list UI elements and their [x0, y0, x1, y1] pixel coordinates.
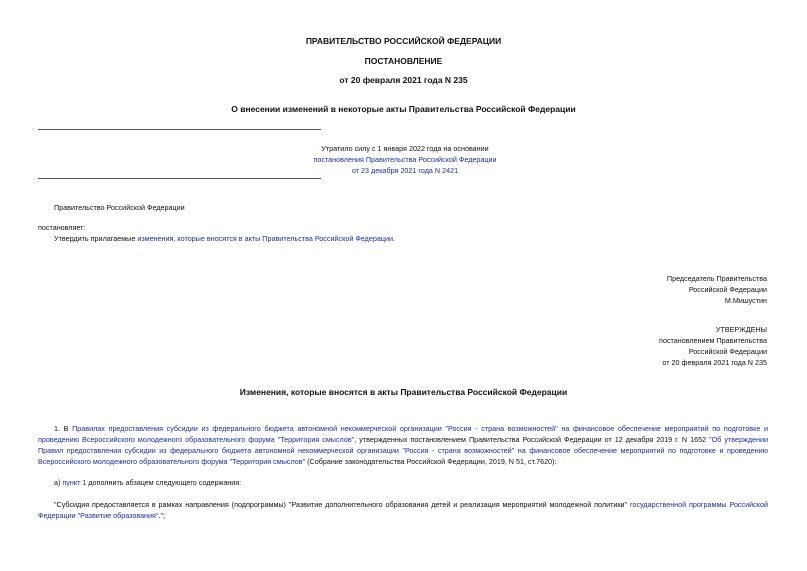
government-heading: ПРАВИТЕЛЬСТВО РОССИЙСКОЙ ФЕДЕРАЦИИ	[305, 36, 502, 46]
document-title: О внесении изменений в некоторые акты Правительства Российской Федерации	[231, 104, 576, 114]
status-notice	[300, 143, 510, 176]
divider-bottom	[38, 178, 321, 179]
signature-position-1: Председатель Правительства	[666, 274, 767, 283]
changes-link[interactable]: изменения, которые вносятся в акты Правительства Российской Федерации	[137, 234, 393, 243]
quoted-paragraph	[38, 499, 768, 521]
signature-block	[667, 273, 767, 306]
signature-name: М.Мишустин	[724, 296, 767, 305]
state-program-link[interactable]: государственной программы Российской Федерации "Развитие образования"	[38, 500, 768, 520]
approved-by-2: Российской Федерации	[688, 347, 767, 356]
quoted-text: "Субсидия предоставляется в рамках направления (подпрограммы) "Развитие дополнительного образования детей и реализация мероприятий молодежной политики"	[54, 500, 630, 509]
subpoint-a-suffix: дополнить абзацем следующего содержания:	[86, 478, 242, 487]
doc-type-heading: ПОСТАНОВЛЕНИЕ	[364, 56, 443, 66]
approve-prefix: Утвердить прилагаемые	[54, 234, 138, 243]
subpoint-a	[54, 477, 241, 488]
status-link-decree[interactable]: постановления Правительства Российской Федерации	[313, 155, 497, 164]
point-1-link[interactable]: пункт 1	[62, 478, 87, 487]
paragraph-1	[38, 423, 768, 467]
status-link-date[interactable]: от 23 декабря 2021 года N 2421	[351, 166, 459, 175]
approved-label: УТВЕРЖДЕНЫ	[715, 325, 767, 334]
signature-position-2: Российской Федерации	[688, 285, 767, 294]
changes-title: Изменения, которые вносятся в акты Правительства Российской Федерации	[239, 387, 568, 397]
decree-1652-link[interactable]: "Об утверждении Правил предоставления субсидии из федерального бюджета автономной некоммерческой организации "Россия - страна возможностей" на финансовое обеспечение мероприятий по подготовке и проведению Всероссийского молодежного образовательного форума "Территория смыслов"	[38, 435, 769, 466]
doc-date-number: от 20 февраля 2021 года N 235	[339, 75, 468, 85]
paragraph-1-mid: , утвержденных постановлением Правительства Российской Федерации от 12 декабря 2019 г. N 1652	[354, 435, 710, 444]
divider-top	[38, 129, 321, 130]
approved-date: от 20 февраля 2021 года N 235	[662, 358, 767, 367]
rules-link[interactable]: Правилах предоставления субсидии из федерального бюджета автономной некоммерческой организации "Россия - страна возможностей" на финансовое обеспечение мероприятий по подготовке и проведению Всероссийского молодежного образовательного форума "Территория смыслов"	[38, 424, 768, 444]
approved-by-1: постановлением Правительства	[659, 336, 767, 345]
approve-paragraph	[54, 233, 395, 244]
subpoint-a-prefix: а)	[54, 478, 63, 487]
intro-text: Правительство Российской Федерации	[54, 203, 185, 212]
approved-block	[659, 324, 767, 368]
decree-text: постановляет:	[38, 223, 86, 232]
paragraph-1-number: 1. В	[54, 424, 73, 433]
quoted-end: .";	[158, 511, 166, 520]
status-line: Утратило силу с 1 января 2022 года на основании	[321, 144, 489, 153]
paragraph-1-end: (Собрание законодательства Российской Федерации, 2019, N 51, ст.7620):	[305, 457, 557, 466]
approve-suffix: .	[392, 234, 395, 243]
